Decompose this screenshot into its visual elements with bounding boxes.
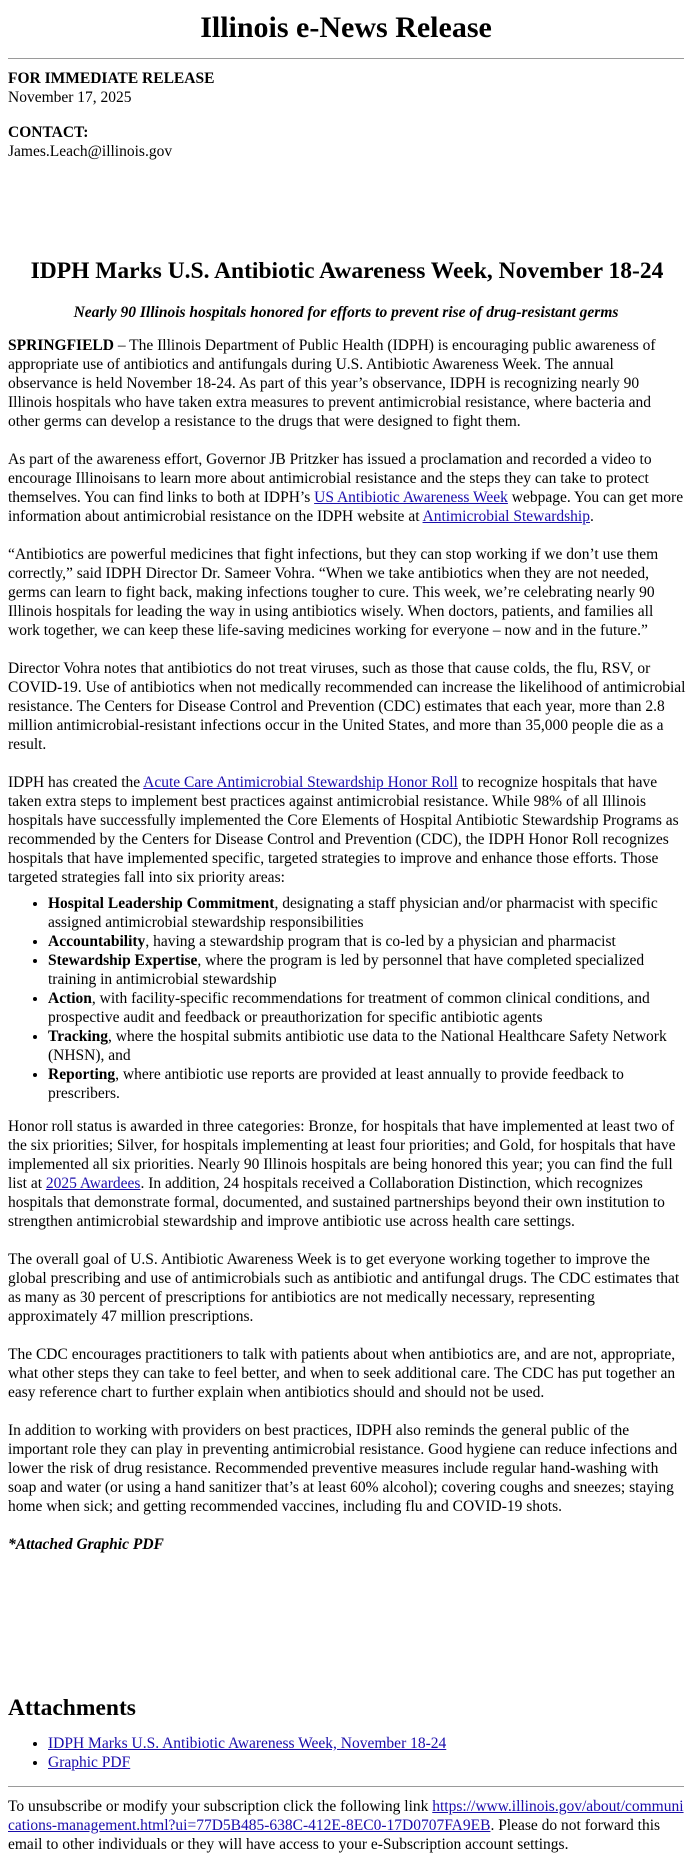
dateline: SPRINGFIELD — [8, 337, 114, 354]
unsubscribe-link[interactable]: https://www.illinois.gov/about/communications-management.html?ui=77D5B485-638C-412E-8EC0-17D0707FA9EB — [8, 1798, 684, 1834]
list-item: • Reporting, where antibiotic use reports are provided at least annually to provide feedback to prescribers. — [48, 1065, 686, 1103]
release-block — [8, 69, 692, 107]
list-item: • Action, with facility-specific recommendations for treatment of common clinical conditions, and prospective audit and feedback or preauthorization for specific antibiotic agents — [48, 989, 686, 1027]
list-item: • Tracking, where the hospital submits antibiotic use data to the National Healthcare Safety Network (NHSN), and — [48, 1027, 686, 1065]
contact-label: CONTACT: — [8, 124, 89, 141]
footer — [8, 1797, 692, 1854]
attachment-link-news-release[interactable]: IDPH Marks U.S. Antibiotic Awareness Week, November 18-24 — [48, 1735, 447, 1752]
release-meta — [8, 69, 692, 161]
paragraph-honor-roll: IDPH has created the Acute Care Antimicrobial Stewardship Honor Roll to recognize hospitals that have taken extra steps to implement best practices against antimicrobial resistance. While 98% of all Illinois hospitals have successfully implemented the Core Elements of Hospital Antibiotic Stewardship Programs as recommended by the Centers for Disease Control and Prevention (CDC), the IDPH Honor Roll recognizes hospitals that have implemented specific, targeted strategies to improve and enhance those efforts. Those targeted strategies fall into six priority areas: — [8, 774, 679, 886]
paragraph-quote: “Antibiotics are powerful medicines that fight infections, but they can stop working if we don’t use them correctly,” said IDPH Director Dr. Sameer Vohra. “When we take antibiotics when they are not needed, germs can learn to fight back, making infections tougher to cure. This week, we’re celebrating nearly 90 Illinois hospitals for leading the way in using antibiotics wisely. When doctors, patients, and families all work together, we can keep these life-saving medicines working for everyone – now and in the future.” — [8, 546, 659, 639]
contact-block — [8, 123, 692, 161]
list-item: • Accountability, having a stewardship program that is co-led by a physician and pharmacist — [48, 932, 686, 951]
article-subheadline: Nearly 90 Illinois hospitals honored for efforts to prevent rise of drug-resistant germs — [73, 304, 619, 321]
link-honor-roll[interactable]: Acute Care Antimicrobial Stewardship Honor Roll — [143, 774, 458, 791]
release-date: November 17, 2025 — [8, 89, 132, 106]
page-title: Illinois e-News Release — [200, 11, 492, 44]
article-headline: IDPH Marks U.S. Antibiotic Awareness Week, November 18-24 — [30, 258, 664, 284]
paragraph-hygiene: In addition to working with providers on best practices, IDPH also reminds the general public of the important role they can play in preventing antimicrobial resistance. Good hygiene can reduce infections and lower the risk of drug resistance. Recommended preventive measures include regular hand-washing with soap and water (or using a hand sanitizer that’s at least 60% alcohol); covering coughs and sneezes; staying home when sick; and getting recommended vaccines, including flu and COVID-19 shots. — [8, 1422, 678, 1515]
list-item — [48, 1734, 692, 1753]
unsubscribe-text: To unsubscribe or modify your subscription click the following link https://www.illinois.gov/about/communications-management.html?ui=77D5B485-638C-412E-8EC0-17D0707FA9EB. Please do not forward this email to other individuals or they will have access to your e-Subscription account settings. — [8, 1798, 684, 1853]
paragraph-honor-status: Honor roll status is awarded in three categories: Bronze, for hospitals that have implemented at least two of the six priorities; Silver, for hospitals implementing at least four priorities; and Gold, for hospitals that have implemented all six priorities. Nearly 90 Illinois hospitals are being honored this year; you can find the full list at 2025 Awardees. In addition, 24 hospitals received a Collaboration Distinction, which recognizes hospitals that demonstrate formal, documented, and sustained partnerships beyond their own institution to strengthen antimicrobial stewardship and improve antibiotic use across health care settings. — [8, 1118, 676, 1230]
list-item: • Stewardship Expertise, where the program is led by personnel that have completed specialized training in antimicrobial stewardship — [48, 951, 686, 989]
link-antimicrobial-stewardship[interactable]: Antimicrobial Stewardship — [422, 508, 590, 525]
paragraph-cdc: The CDC encourages practitioners to talk with patients about when antibiotics are, and are not, appropriate, what other steps they can take to feel better, and when to seek additional care. The CDC has put together an easy reference chart to further explain when antibiotics should and should not be used. — [8, 1346, 676, 1401]
attachments-heading: Attachments — [8, 1695, 136, 1721]
article-body — [8, 336, 692, 1554]
paragraph-viruses: Director Vohra notes that antibiotics do not treat viruses, such as those that cause colds, the flu, RSV, or COVID-19. Use of antibiotics when not medically recommended can increase the likelihood of antimicrobial resistance. The Centers for Disease Control and Prevention (CDC) estimates that each year, more than 2.8 million antimicrobial-resistant infections occur in the United States, and more than 35,000 people die as a result. — [8, 660, 686, 753]
attachments-list — [8, 1734, 692, 1772]
paragraph-intro: SPRINGFIELD – The Illinois Department of Public Health (IDPH) is encouraging public awareness of appropriate use of antibiotics and antifungals during U.S. Antibiotic Awareness Week. The annual observance is held November 18-24. As part of this year’s observance, IDPH is recognizing nearly 90 Illinois hospitals who have taken extra measures to prevent antimicrobial resistance, where bacteria and other germs can develop a resistance to the drugs that were designed to fight them. — [8, 337, 656, 430]
link-antibiotic-awareness-week[interactable]: US Antibiotic Awareness Week — [314, 489, 508, 506]
title-divider — [8, 58, 684, 59]
paragraph-overall-goal: The overall goal of U.S. Antibiotic Awareness Week is to get everyone working together to improve the global prescribing and use of antimicrobials such as antibiotic and antifungal drugs. The CDC estimates that as many as 30 percent of prescriptions for antibiotics are not medically necessary, representing approximately 47 million prescriptions. — [8, 1251, 680, 1325]
list-item — [48, 1753, 692, 1772]
footer-divider — [8, 1786, 684, 1787]
release-label: FOR IMMEDIATE RELEASE — [8, 70, 215, 87]
link-2025-awardees[interactable]: 2025 Awardees — [45, 1175, 141, 1192]
attachment-link-graphic-pdf[interactable]: Graphic PDF — [48, 1754, 131, 1771]
priority-list — [8, 894, 692, 1103]
paragraph-awareness: As part of the awareness effort, Governor JB Pritzker has issued a proclamation and recorded a video to encourage Illinoisans to learn more about antimicrobial resistance and the steps they can take to protect themselves. You can find links to both at IDPH’s US Antibiotic Awareness Week webpage. You can get more information about antimicrobial resistance on the IDPH website at Antimicrobial Stewardship. — [8, 451, 684, 525]
email-page — [0, 10, 692, 1854]
list-item: • Hospital Leadership Commitment, designating a staff physician and/or pharmacist with specific assigned antimicrobial stewardship responsibilities — [48, 894, 686, 932]
attached-note: *Attached Graphic PDF — [8, 1536, 164, 1553]
contact-email: James.Leach@illinois.gov — [8, 143, 173, 160]
